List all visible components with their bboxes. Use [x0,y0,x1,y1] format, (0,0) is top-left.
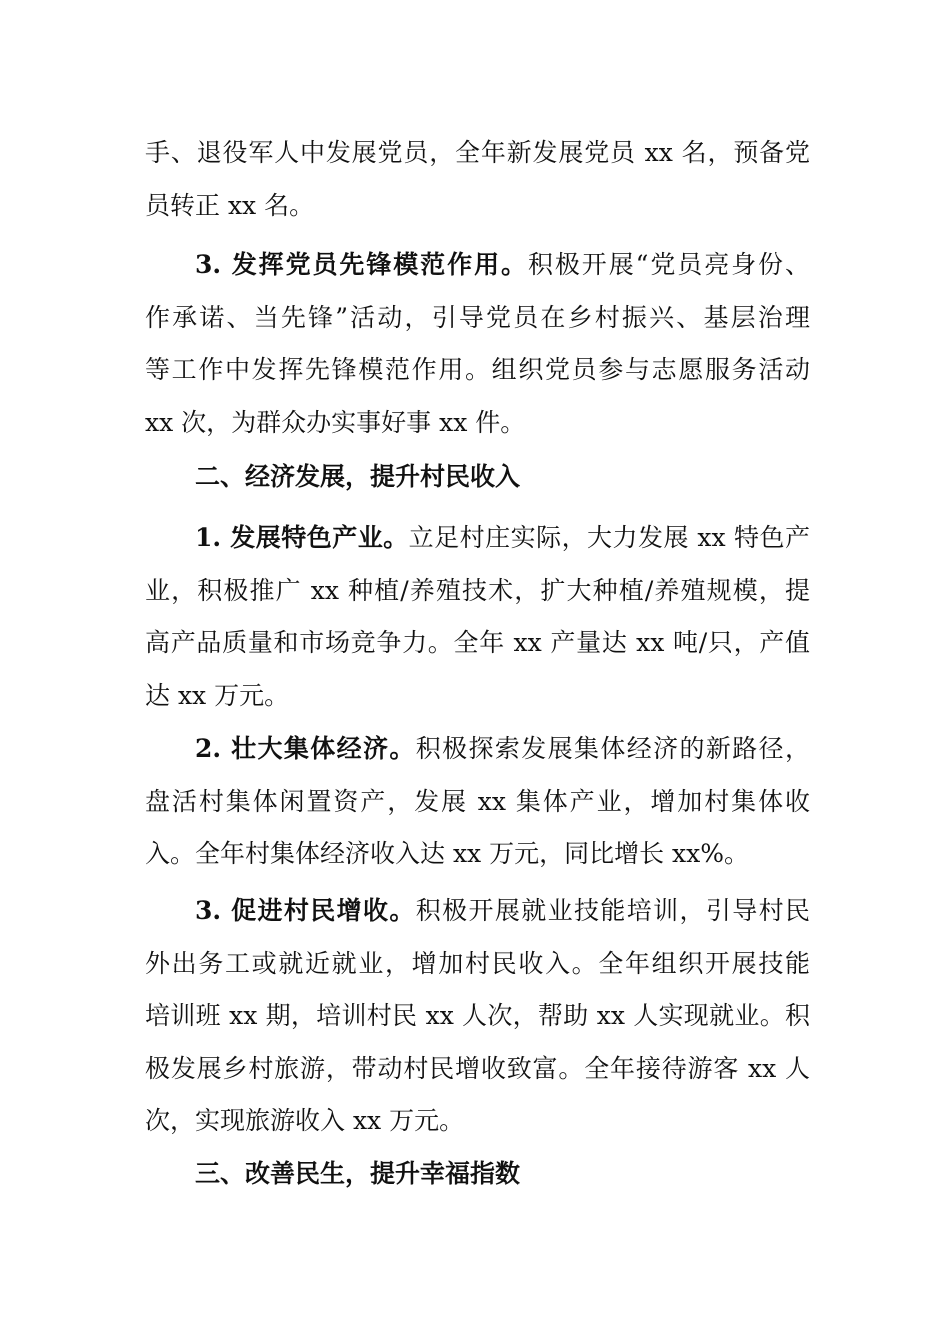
text-run: 积极开展就业技能培训，引导村民 [415,896,810,925]
text-line [145,723,810,776]
text-line: 培训班 xx 期，培训村民 xx 人次，帮助 xx 人实现就业。积 [145,1001,810,1030]
text-run: 积极开展“党员亮身份、 [527,250,810,279]
text-line: 达 xx 万元。 [145,680,290,710]
text-line: 盘活村集体闲置资产，发展 xx 集体产业，增加村集体收 [145,786,810,816]
text-line: 员转正 xx 名。 [145,190,315,220]
text-line [145,239,810,292]
paragraph-title: 3. 发挥党员先锋模范作用。 [195,250,528,279]
text-line: 次，实现旅游收入 xx 万元。 [145,1106,465,1135]
text-line: 极发展乡村旅游，带动村民增收致富。全年接待游客 xx 人 [145,1053,810,1083]
text-line: 业，积极推广 xx 种植/养殖技术，扩大种植/养殖规模，提 [145,575,810,605]
paragraph-collective-economy [145,723,810,881]
paragraph-villager-income [145,885,810,1148]
section-heading-economic-development: 二、经济发展，提升村民收入 [195,462,521,491]
text-line: 等工作中发挥先锋模范作用。组织党员参与志愿服务活动 [145,355,810,384]
text-run: 积极探索发展集体经济的新路径， [415,734,810,763]
text-line [145,885,810,938]
text-line: 入。全年村集体经济收入达 xx 万元，同比增长 xx%。 [145,839,749,868]
paragraph-characteristic-industry [145,512,810,722]
paragraph-title: 3. 促进村民增收。 [195,896,416,925]
section-heading-livelihood: 三、改善民生，提升幸福指数 [195,1159,521,1188]
text-line: 外出务工或就近就业，增加村民收入。全年组织开展技能 [145,948,810,978]
text-line: xx 次，为群众办实事好事 xx 件。 [145,407,526,437]
text-line: 作承诺、当先锋”活动，引导党员在乡村振兴、基层治理 [145,302,810,332]
paragraph-vanguard-role [145,239,810,449]
text-line [145,512,810,565]
text-line: 高产品质量和市场竞争力。全年 xx 产量达 xx 吨/只，产值 [145,628,810,657]
paragraph-party-members-development [145,127,810,232]
text-run: 立足村庄实际，大力发展 xx 特色产 [408,523,811,552]
paragraph-title: 2. 壮大集体经济。 [195,734,416,763]
text-line: 手、退役军人中发展党员，全年新发展党员 xx 名，预备党 [145,138,810,167]
paragraph-title: 1. 发展特色产业。 [195,523,409,552]
